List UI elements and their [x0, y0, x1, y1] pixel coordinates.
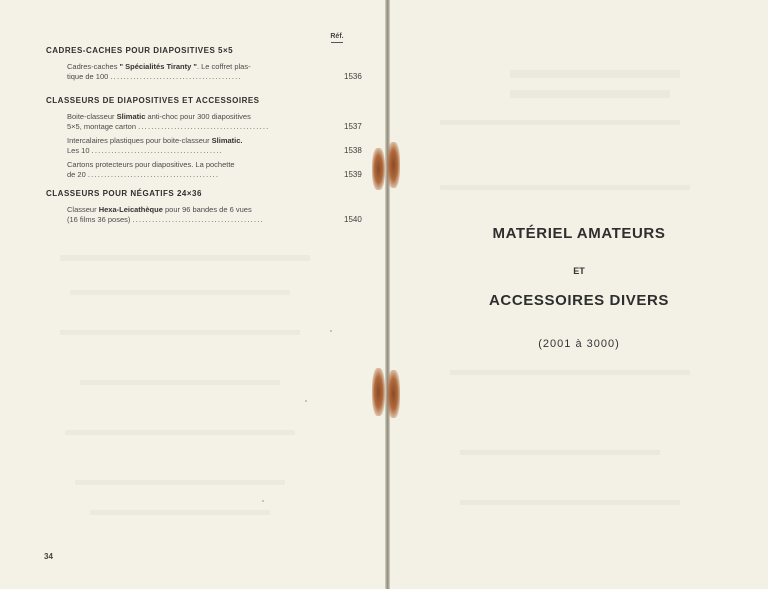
item-brand: " Spécialités Tiranty " [119, 62, 197, 71]
dot-leader: ........................................ [132, 215, 264, 224]
item-text: Boite-classeur [67, 112, 117, 121]
item-line1 [67, 62, 325, 72]
item-brand: Slimatic. [211, 136, 243, 145]
chapter-title-line3 [390, 292, 768, 310]
item-line2 [67, 170, 325, 180]
item-brand: Slimatic [116, 112, 146, 121]
ref-header-label: Réf. [330, 33, 344, 40]
item-line2 [67, 72, 325, 82]
catalog-item-1536 [67, 62, 362, 82]
rust-stain [372, 148, 385, 190]
reference-column-header [325, 33, 349, 43]
rust-stain [387, 370, 400, 418]
item-text: Cadres-caches [67, 62, 120, 71]
catalog-item-1537 [67, 112, 362, 132]
item-line1 [67, 136, 325, 146]
item-ref: 1537 [344, 122, 362, 131]
item-text: pour 96 bandes de 6 vues [162, 205, 252, 214]
dot-leader: ........................................ [91, 146, 223, 155]
item-ref: 1540 [344, 215, 362, 224]
item-line1 [67, 205, 325, 215]
item-text: tique de 100 [67, 72, 111, 81]
dot-leader: ........................................ [138, 122, 270, 131]
section-title: CLASSEURS POUR NÉGATIFS 24×36 [46, 189, 202, 198]
right-page [390, 0, 768, 589]
item-text: 5×5, montage carton [67, 122, 139, 131]
section-title: CADRES-CACHES POUR DIAPOSITIVES 5×5 [46, 46, 234, 55]
chapter-title-line2 [390, 261, 768, 279]
catalog-item-1538 [67, 136, 362, 156]
speck [330, 330, 332, 332]
item-text: Les 10 [67, 146, 92, 155]
item-ref: 1536 [344, 72, 362, 81]
chapter-title-line1 [390, 225, 768, 243]
section-title: CLASSEURS DE DIAPOSITIVES ET ACCESSOIRES [46, 96, 260, 105]
chapter-reference-range [390, 334, 768, 352]
item-text: Intercalaires plastiques pour boite-classeur [67, 136, 212, 145]
range-text: (2001 à 3000) [538, 338, 620, 350]
item-line2 [67, 122, 325, 132]
rust-stain [372, 368, 385, 416]
item-text: anti-choc pour 300 diapositives [145, 112, 251, 121]
ref-header-rule [331, 42, 343, 43]
section-cadres-caches [46, 46, 362, 82]
item-brand: Hexa-Leicathèque [98, 205, 163, 214]
item-line2 [67, 146, 325, 156]
section-classeurs-negatifs [46, 189, 362, 225]
item-ref: 1538 [344, 146, 362, 155]
title-text: ET [573, 266, 585, 276]
item-line2 [67, 215, 325, 225]
item-line1 [67, 112, 325, 122]
catalog-item-1540 [67, 205, 362, 225]
item-text: (16 films 36 poses) [67, 215, 133, 224]
item-text: . Le coffret plas- [196, 62, 251, 71]
dot-leader: ........................................ [110, 72, 242, 81]
title-text: ACCESSOIRES DIVERS [488, 292, 669, 309]
page-number: 34 [44, 552, 53, 561]
item-text: Classeur [67, 205, 99, 214]
item-ref: 1539 [344, 170, 362, 179]
item-line1 [67, 160, 325, 170]
title-text: MATÉRIEL AMATEURS [492, 225, 666, 242]
section-classeurs-diapositives [46, 96, 362, 180]
catalog-item-1539 [67, 160, 362, 180]
item-text: de 20 [67, 170, 88, 179]
speck [262, 500, 264, 502]
rust-stain [387, 142, 400, 188]
dot-leader: ........................................ [87, 170, 220, 179]
speck [305, 400, 307, 402]
item-text: Cartons protecteurs pour diapositives. La pochette [67, 160, 235, 169]
